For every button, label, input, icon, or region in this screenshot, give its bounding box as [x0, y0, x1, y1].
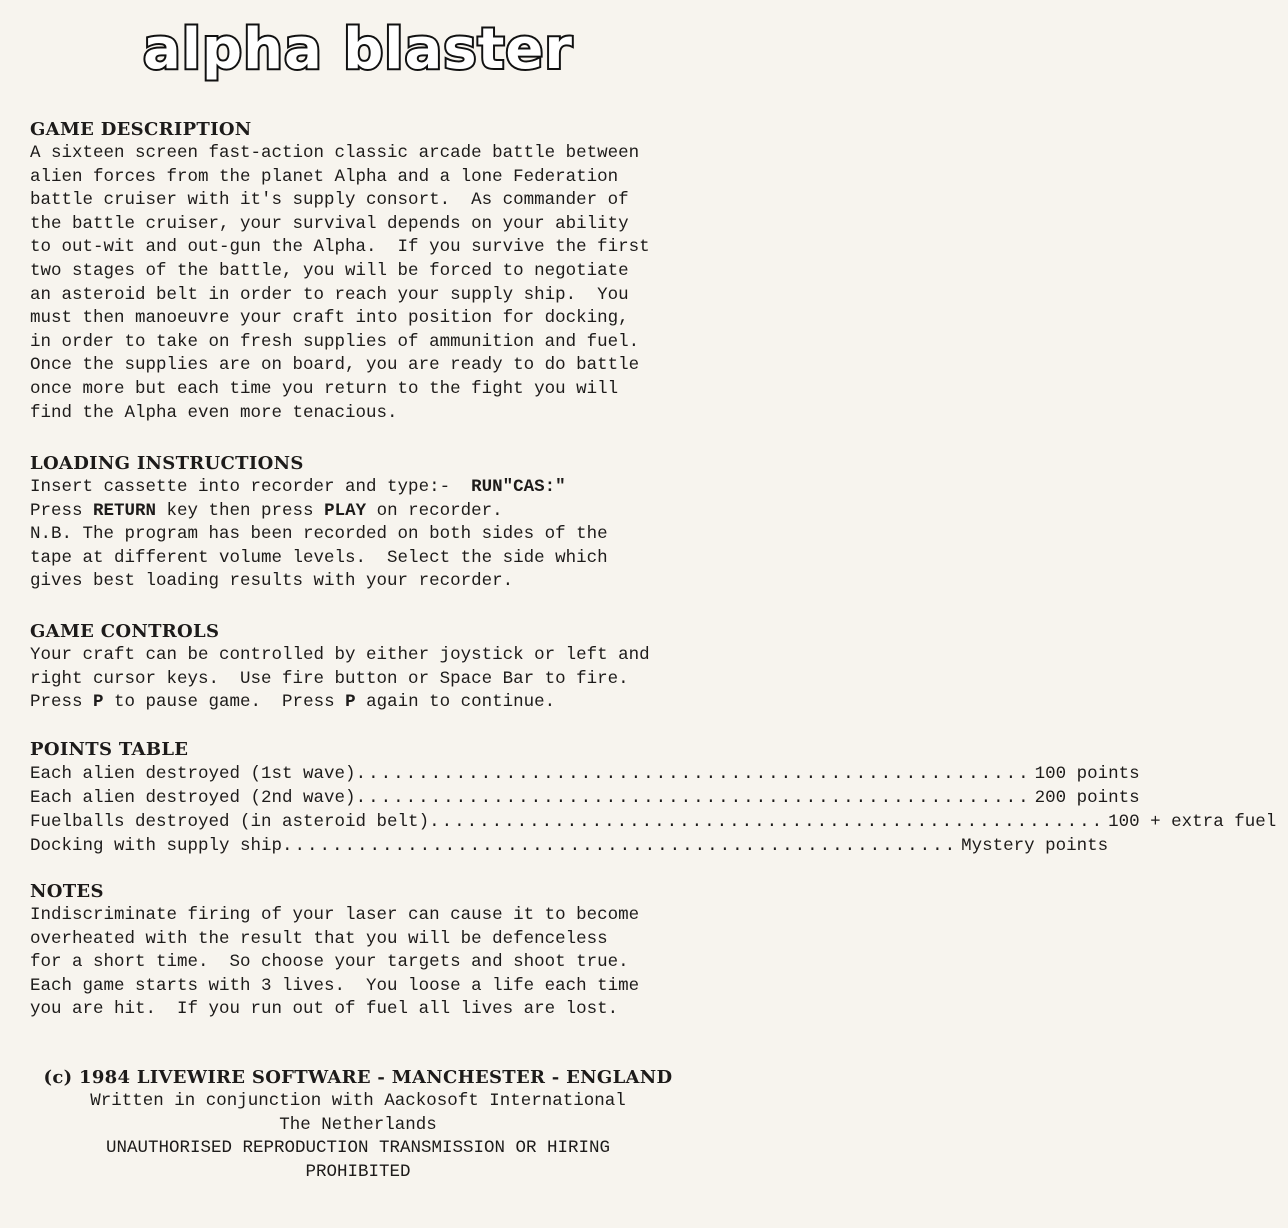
leader-dots: ......................................................	[429, 812, 1105, 832]
points-row	[30, 834, 1109, 858]
text-line: Your craft can be controlled by either joystick or left and	[30, 645, 650, 665]
points-row-description: Fuelballs destroyed (in asteroid belt)	[30, 812, 430, 832]
game-description-text	[30, 142, 700, 425]
text-line: to out-wit and out-gun the Alpha. If you survive the first	[30, 237, 650, 258]
points-row-description: Each alien destroyed (1st wave)	[30, 764, 356, 784]
text-line: right cursor keys. Use fire button or Space Bar to fire.	[30, 668, 629, 689]
points-row-value: 200 points	[1034, 788, 1140, 808]
warning-line: UNAUTHORISED REPRODUCTION TRANSMISSION OR HIRING	[105, 1138, 611, 1159]
credit-line: Written in conjunction with Aackosoft International	[90, 1091, 626, 1111]
text-line: battle cruiser with it's supply consort. As commander of	[30, 190, 629, 211]
text-line: once more but each time you return to the fight you will	[30, 378, 619, 399]
notes-text	[30, 904, 700, 1022]
instruction-text: Press	[30, 500, 94, 521]
text-line	[30, 500, 700, 524]
text-line: for a short time. So choose your targets and shoot true.	[30, 952, 629, 973]
points-row	[30, 810, 1277, 834]
text-line: two stages of the battle, you will be forced to negotiate	[30, 260, 629, 281]
points-row-value: 100 + extra fuel	[1108, 812, 1277, 832]
points-table-heading: POINTS TABLE	[30, 739, 189, 760]
text-line: overheated with the result that you will be defenceless	[30, 928, 608, 949]
instruction-text: key then press	[156, 500, 325, 521]
game-controls-heading: GAME CONTROLS	[30, 621, 220, 642]
game-controls-section	[30, 620, 700, 715]
game-description-section	[30, 118, 700, 425]
controls-text: to pause game. Press	[103, 692, 346, 713]
page-title: alpha blaster	[143, 17, 573, 82]
controls-text: again to continue.	[355, 692, 556, 713]
points-table-section	[30, 738, 1277, 858]
text-line: N.B. The program has been recorded on both sides of the	[30, 524, 608, 545]
points-row-value: Mystery points	[961, 836, 1109, 856]
text-line: must then manoeuvre your craft into position for docking,	[30, 308, 629, 329]
leader-dots: ......................................................	[355, 764, 1031, 784]
text-line	[30, 476, 700, 500]
points-row	[30, 762, 1140, 786]
notes-section	[30, 880, 700, 1022]
instruction-text: on recorder.	[366, 500, 503, 521]
footer	[0, 1066, 716, 1184]
text-line: find the Alpha even more tenacious.	[30, 402, 398, 423]
copyright-line: (c) 1984 LIVEWIRE SOFTWARE - MANCHESTER - ENGLAND	[43, 1067, 673, 1088]
loading-instructions-heading: LOADING INSTRUCTIONS	[30, 453, 304, 474]
text-line	[30, 691, 700, 715]
pause-key-label: P	[345, 692, 356, 713]
text-line: Indiscriminate firing of your laser can cause it to become	[30, 905, 640, 925]
text-line: in order to take on fresh supplies of ammunition and fuel.	[30, 331, 640, 352]
text-line: Once the supplies are on board, you are ready to do battle	[30, 355, 640, 376]
points-table	[30, 762, 1277, 858]
leader-dots: ......................................................	[282, 836, 958, 856]
loading-instructions-section	[30, 452, 700, 594]
text-line: A sixteen screen fast-action classic arcade battle between	[30, 143, 640, 163]
play-key-label: PLAY	[324, 500, 367, 521]
text-line: alien forces from the planet Alpha and a lone Federation	[30, 166, 619, 187]
points-row-description: Docking with supply ship	[30, 836, 283, 856]
controls-text: Press	[30, 692, 94, 713]
game-controls-text	[30, 644, 700, 715]
return-key-label: RETURN	[93, 500, 157, 521]
text-line: tape at different volume levels. Select the side which	[30, 547, 608, 568]
points-row-value: 100 points	[1034, 764, 1140, 784]
text-line: Each game starts with 3 lives. You loose a life each time	[30, 975, 640, 996]
load-command: RUN"CAS:"	[471, 477, 566, 497]
text-line: an asteroid belt in order to reach your supply ship. You	[30, 284, 629, 305]
loading-instructions-text	[30, 476, 700, 594]
warning-line: PROHIBITED	[305, 1161, 411, 1182]
text-line: you are hit. If you run out of fuel all lives are lost.	[30, 999, 619, 1020]
points-row	[30, 786, 1140, 810]
game-description-heading: GAME DESCRIPTION	[30, 119, 252, 140]
text-line: the battle cruiser, your survival depends on your ability	[30, 213, 629, 234]
points-row-description: Each alien destroyed (2nd wave)	[30, 788, 356, 808]
credit-line: The Netherlands	[279, 1114, 437, 1135]
leader-dots: ......................................................	[355, 788, 1031, 808]
instruction-text: Insert cassette into recorder and type:-	[30, 477, 472, 497]
notes-heading: NOTES	[30, 881, 104, 902]
pause-key-label: P	[93, 692, 104, 713]
text-line: gives best loading results with your recorder.	[30, 571, 514, 592]
